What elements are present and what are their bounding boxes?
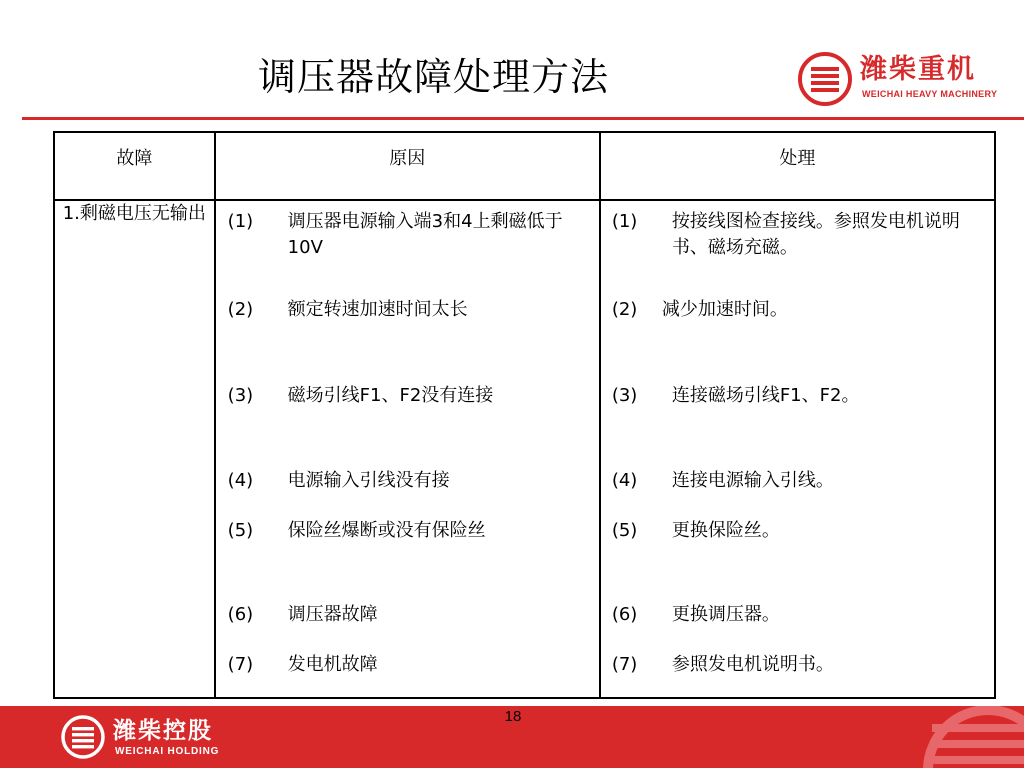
fault-table [53,131,996,699]
decorative-emblem-icon [848,706,1024,768]
page-number: 18 [504,708,522,725]
table-row [54,200,995,698]
cause-number: (6) [227,604,254,625]
header-fault: 故障 [54,132,215,200]
table-header-row [54,132,995,200]
header-remedy: 处理 [600,132,995,200]
remedy-text: 连接磁场引线F1、F2。 [671,385,860,406]
cause-number: (5) [227,520,254,541]
page-title: 调压器故障处理方法 [258,55,610,99]
cause-number: (1) [227,211,254,232]
remedy-text: 减少加速时间。 [661,299,788,320]
logo-top-chinese-name: 潍柴重机 [860,54,976,85]
remedy-text: 更换保险丝。 [671,520,780,541]
cause-number: (7) [227,654,254,675]
remedy-number: (1) [611,211,638,232]
header-divider [22,117,1024,120]
cause-number: (3) [227,385,254,406]
logo-bottom-english-name: WEICHAI HOLDING [115,746,220,757]
remedy-text: 参照发电机说明书。 [671,654,834,675]
logo-bottom-chinese-name: 潍柴控股 [113,718,213,744]
remedy-number: (2) [611,299,638,320]
cause-text: 发电机故障 [287,654,378,675]
weichai-emblem-icon [798,52,852,106]
remedy-number: (6) [611,604,638,625]
cause-text: 额定转速加速时间太长 [287,299,468,320]
cause-text: 电源输入引线没有接 [287,470,450,491]
weichai-heavy-machinery-logo [798,48,1010,112]
cause-text: 磁场引线F1、F2没有连接 [287,385,494,406]
remedy-number: (7) [611,654,638,675]
remedy-number: (5) [611,520,638,541]
weichai-holding-logo [61,715,220,763]
weichai-emblem-icon [61,715,105,759]
cause-cell [215,200,600,698]
remedy-cell [600,200,995,698]
fault-cell: 1.剩磁电压无输出 [54,200,215,698]
cause-text: 保险丝爆断或没有保险丝 [287,520,486,541]
remedy-number: (4) [611,470,638,491]
remedy-number: (3) [611,385,638,406]
cause-number: (2) [227,299,254,320]
remedy-text: 按接线图检查接线。参照发电机说明书、磁场充磁。 [671,211,960,258]
header-cause: 原因 [215,132,600,200]
logo-top-english-name: WEICHAI HEAVY MACHINERY [862,89,998,99]
remedy-text: 连接电源输入引线。 [671,470,834,491]
remedy-text: 更换调压器。 [671,604,780,625]
cause-number: (4) [227,470,254,491]
cause-text: 调压器故障 [287,604,378,625]
cause-text: 调压器电源输入端3和4上剩磁低于10V [287,211,563,258]
